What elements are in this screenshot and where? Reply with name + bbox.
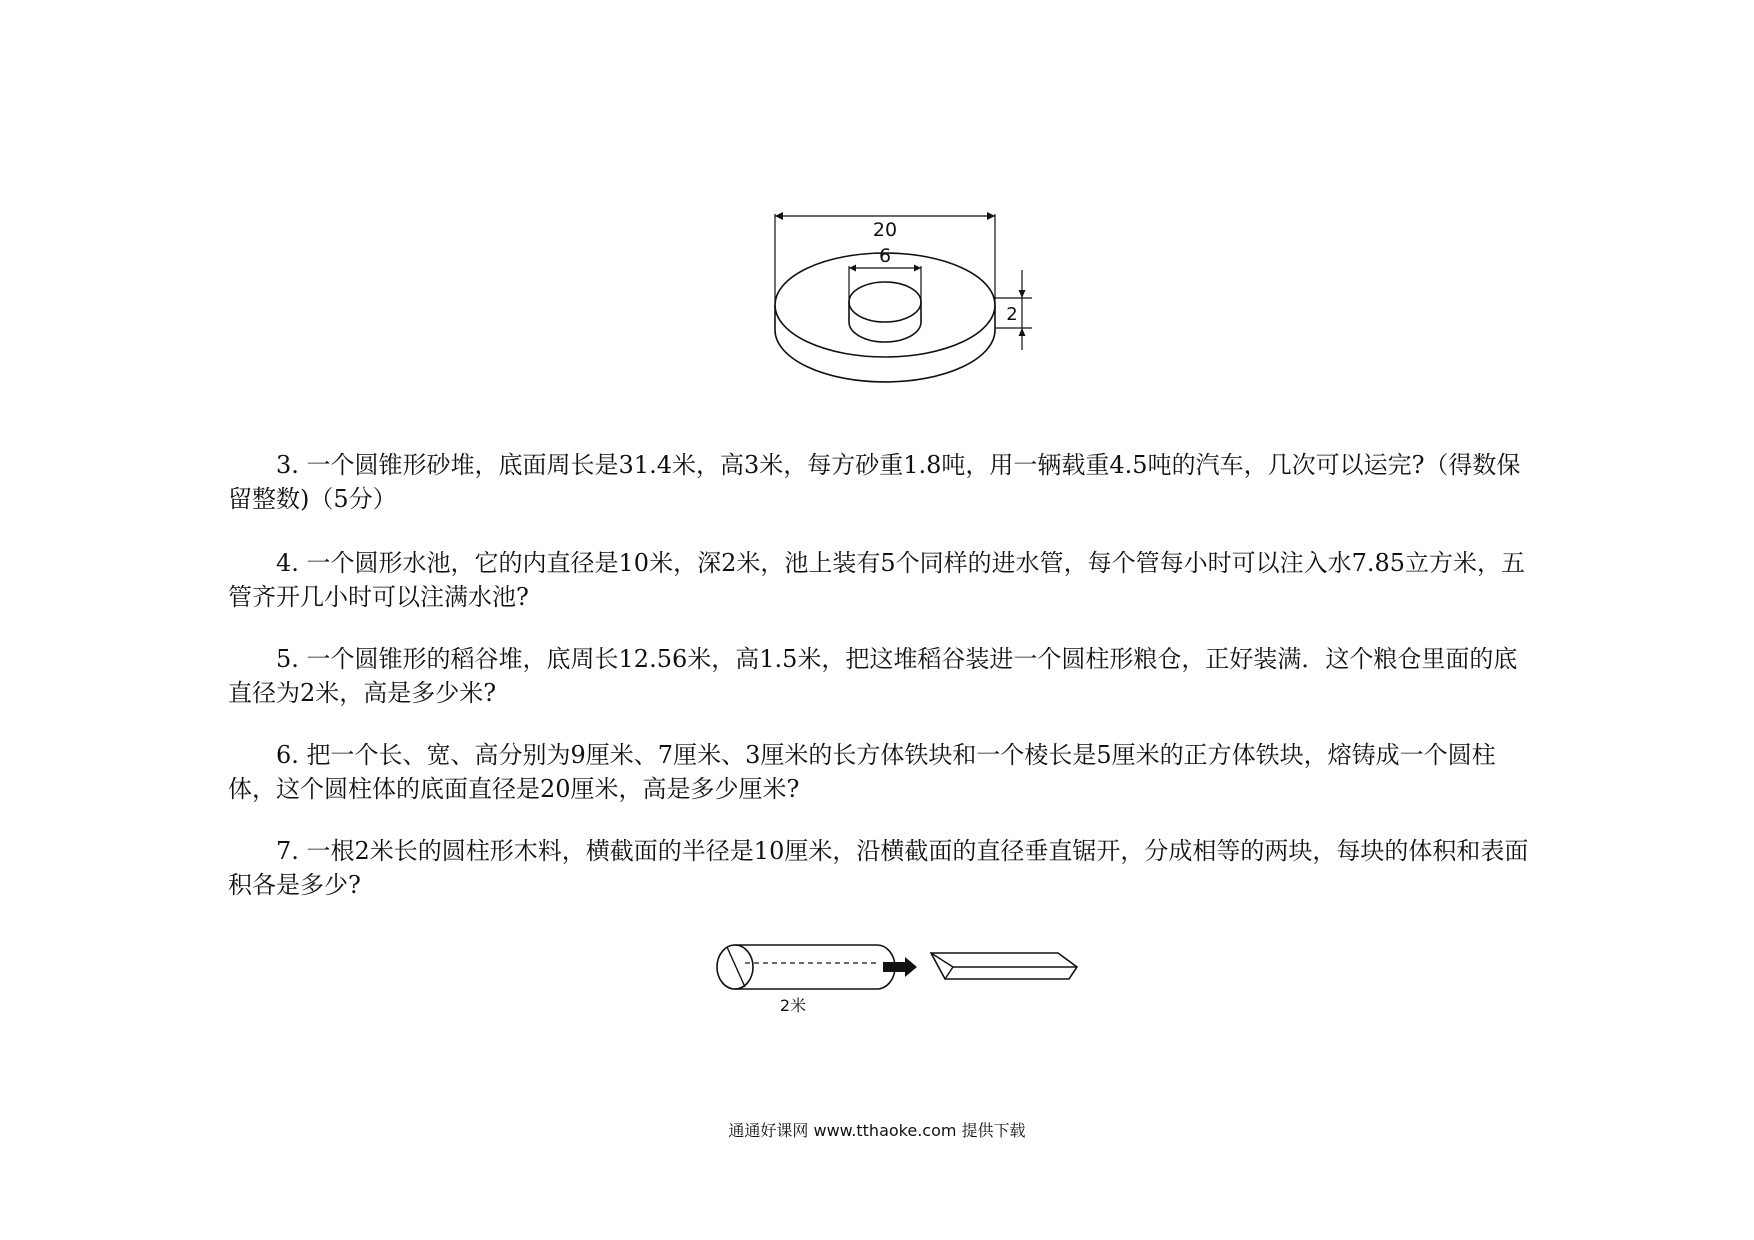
outer-dim-arrow-left	[775, 212, 783, 220]
half-cylinder-outline	[931, 953, 1077, 979]
problem-7: 7. 一根2米长的圆柱形木料，横截面的半径是10厘米，沿横截面的直径垂直锯开，分成相等的两块，每块的体积和表面积各是多少?	[228, 837, 1529, 899]
inner-bottom-arc	[849, 322, 921, 342]
outer-diameter-label: 20	[872, 219, 898, 241]
arrow-head	[905, 957, 917, 977]
problem-6: 6. 把一个长、宽、高分别为9厘米、7厘米、3厘米的长方体铁块和一个棱长是5厘米的正方体铁块，熔铸成一个圆柱体，这个圆柱体的底面直径是20厘米，高是多少厘米?	[228, 741, 1496, 803]
inner-dim-arrow-left	[849, 265, 856, 272]
footer-credit: 通通好课网 www.tthaoke.com 提供下载	[728, 1121, 1026, 1140]
problem-3: 3. 一个圆锥形砂堆，底面周长是31.4米，高3米，每方砂重1.8吨，用一辆载重4.5吨的汽车，几次可以运完?（得数保留整数)（5分）	[228, 451, 1521, 513]
height-arrow-top	[1019, 290, 1026, 298]
outer-dim-arrow-right	[987, 212, 995, 220]
ring-diagram	[760, 200, 1060, 400]
cylinder-cut-line	[727, 947, 745, 987]
inner-diameter-label: 6	[878, 245, 892, 267]
inner-dim-arrow-right	[914, 265, 921, 272]
cylinder-left-end	[717, 945, 753, 989]
length-label: 2米	[779, 996, 807, 1015]
ring-figure	[760, 200, 1060, 400]
log-diagram	[705, 935, 1105, 1015]
arrow-shaft	[883, 962, 905, 972]
outer-bottom-arc	[775, 330, 995, 382]
height-label: 2	[1006, 304, 1018, 325]
log-figure	[705, 935, 1105, 1015]
height-arrow-bottom	[1019, 328, 1026, 336]
inner-top-ellipse	[849, 282, 921, 322]
half-cylinder-face-bottom	[945, 967, 953, 979]
problem-4: 4. 一个圆形水池，它的内直径是10米，深2米，池上装有5个同样的进水管，每个管每小时可以注入水7.85立方米，五管齐开几小时可以注满水池?	[228, 549, 1526, 611]
problem-5: 5. 一个圆锥形的稻谷堆，底周长12.56米，高1.5米，把这堆稻谷装进一个圆柱形粮仓，正好装满．这个粮仓里面的底直径为2米，高是多少米?	[228, 645, 1518, 707]
